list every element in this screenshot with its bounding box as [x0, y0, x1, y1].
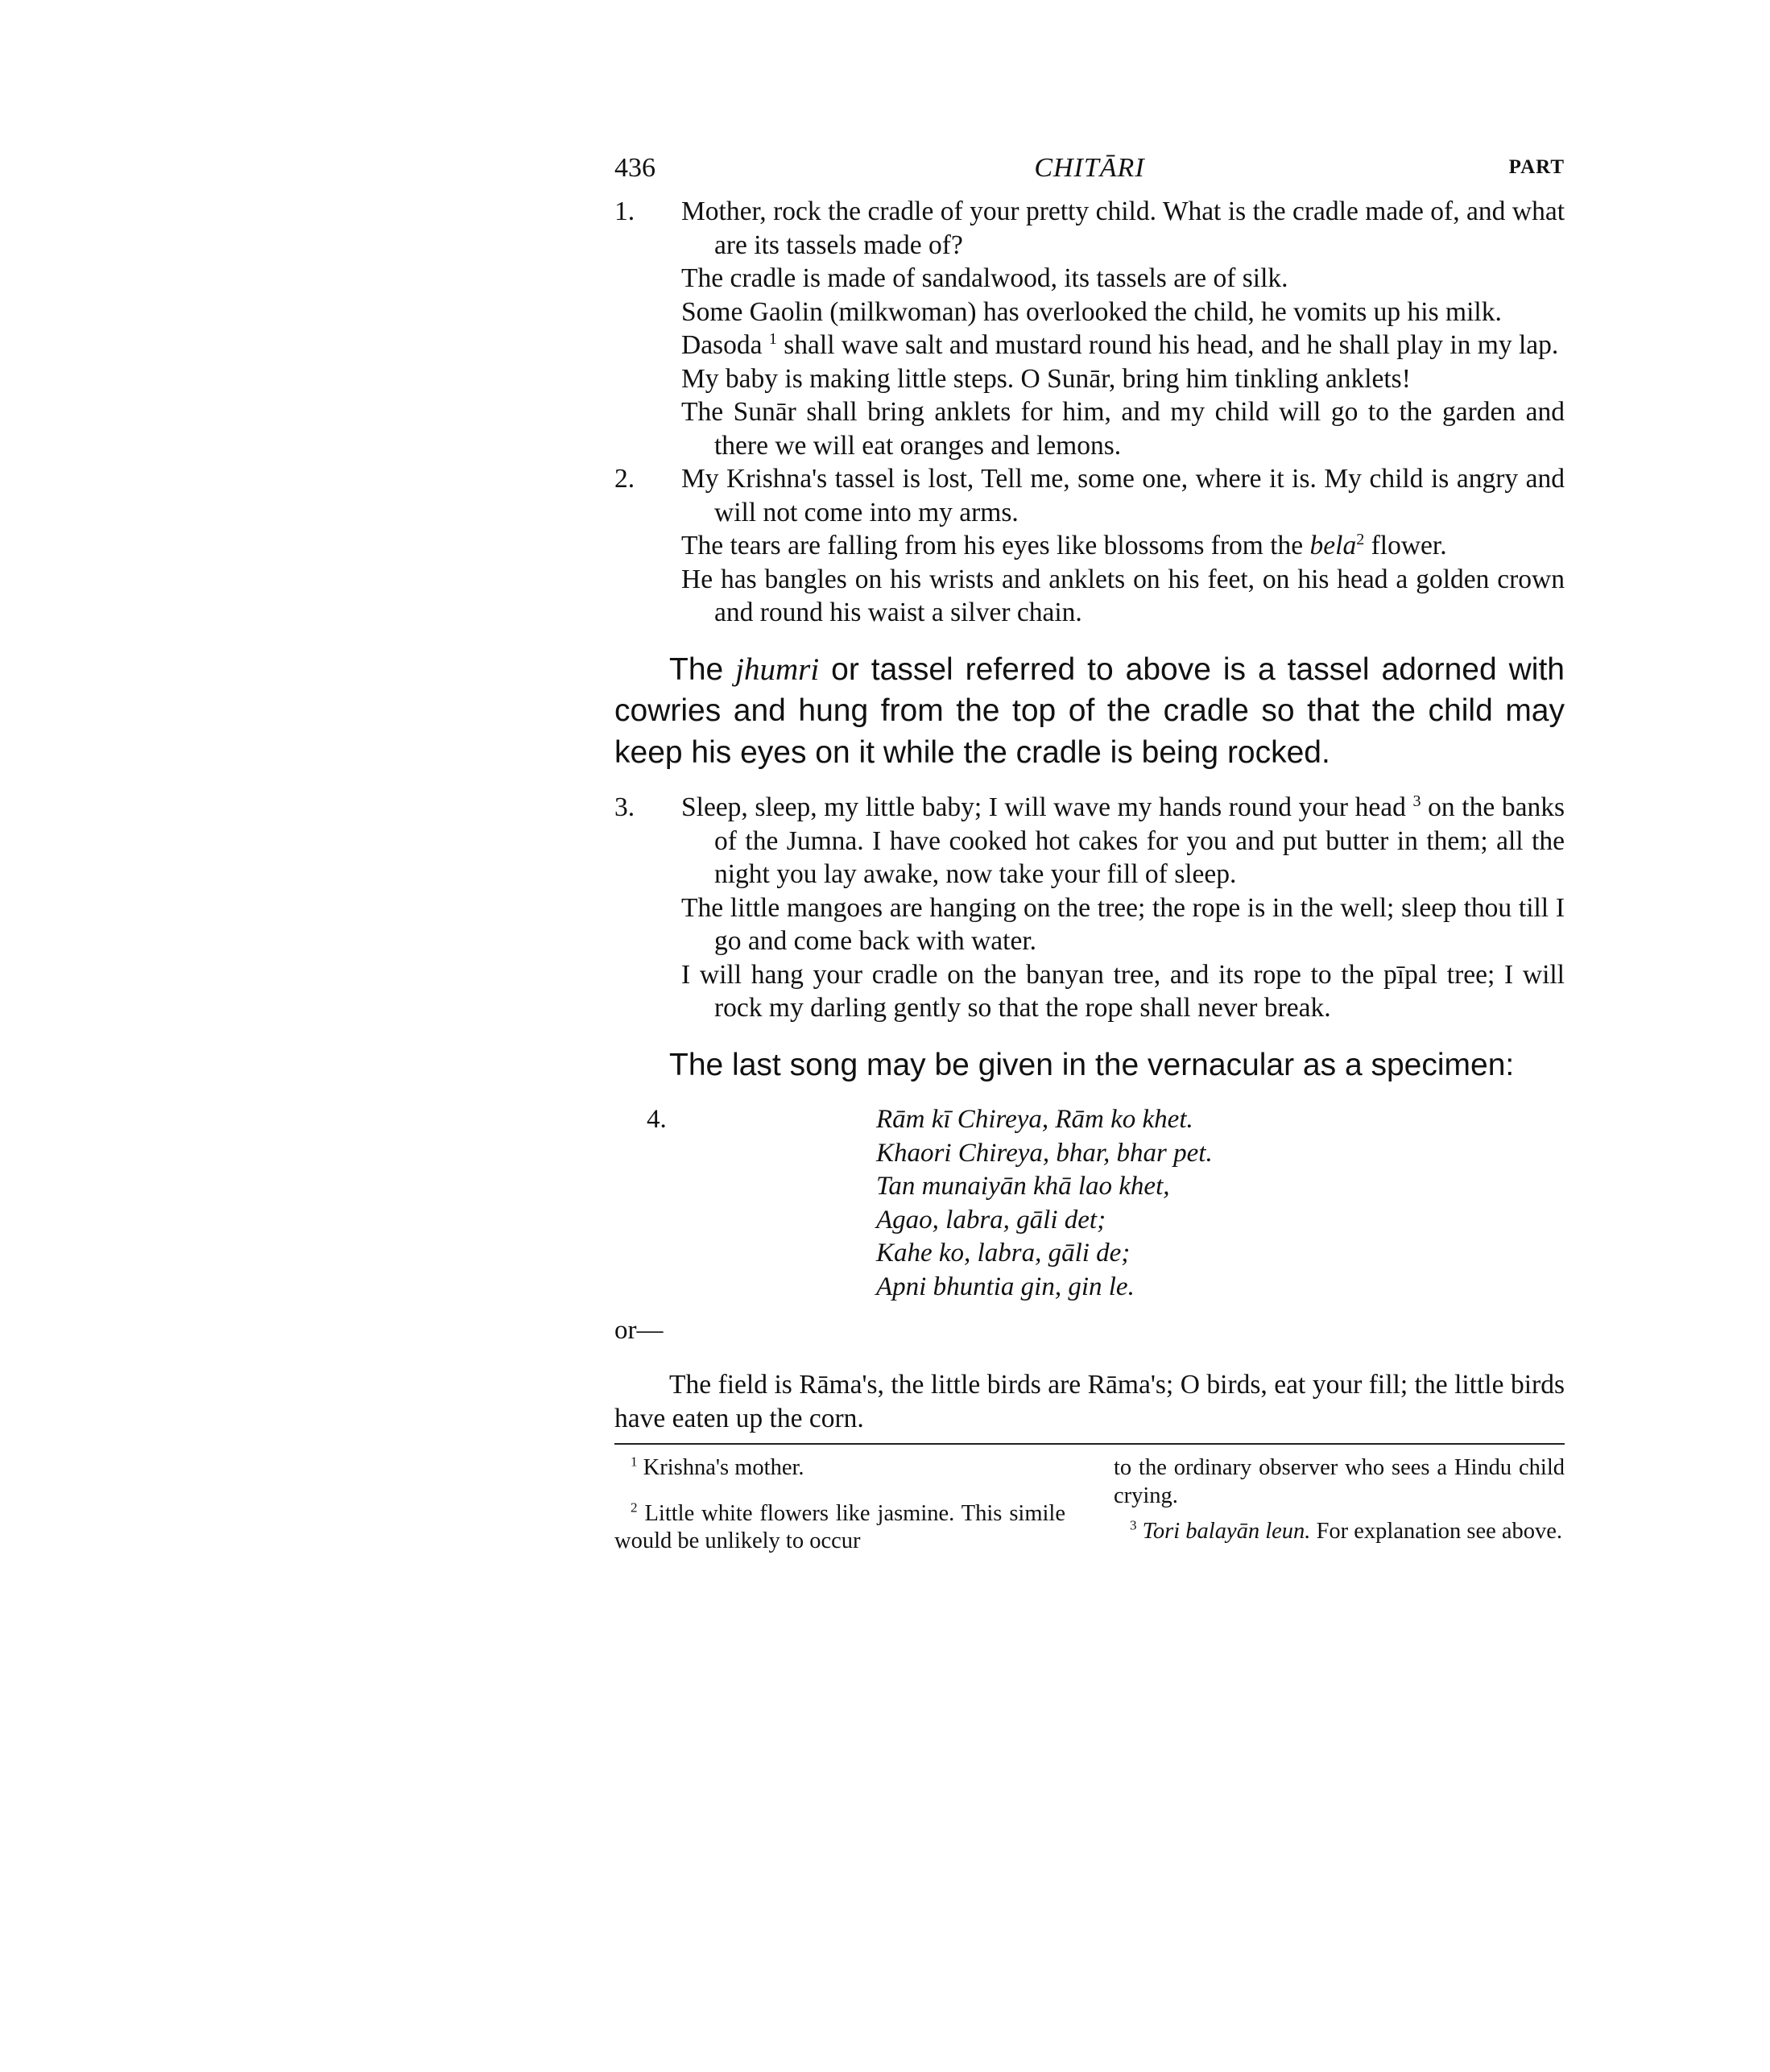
- song-2-line-3: He has bangles on his wrists and anklets on his feet, on his head a golden crown and round his waist a silver chain.: [681, 564, 1565, 627]
- song-2-line-1: 2. My Krishna's tassel is lost, Tell me, some one, where it is. My child is angry and will not come into my arms.: [614, 464, 1565, 527]
- paragraph-jhumri: The jhumri or tassel referred to above is a tassel adorned with cowries and hung from the top of the cradle so that the child may keep his eyes on it while the cradle is being rocked.: [614, 651, 1565, 770]
- song-1-line-5: My baby is making little steps. O Sunār, bring him tinkling anklets!: [681, 363, 1411, 394]
- or-separator: or—: [614, 1316, 664, 1345]
- footnote-2: $^2$ Little white flowers like jasmine. This simile would be unlikely to occur: [614, 1499, 1065, 1553]
- song-3-line-2: The little mangoes are hanging on the tree; the rope is in the well; sleep thou till I go and come back with water.: [681, 892, 1565, 956]
- page: [614, 153, 1565, 1564]
- verse-line: Rām kī Chireya, Rām ko khet.: [876, 1105, 1193, 1134]
- footnote-rule: [614, 1443, 1565, 1445]
- paragraph-specimen: The last song may be given in the vernacular as a specimen:: [669, 1047, 1515, 1082]
- song-1-line-4: Dasoda $^1$ shall wave salt and mustard round his head, and he shall play in my lap.: [681, 329, 1559, 360]
- footnote-3: $^3$ Tori balayān leun. For explanation see above.: [1130, 1517, 1563, 1544]
- footnotes-right-column: [1114, 1454, 1565, 1564]
- translation-paragraph: The field is Rāma's, the little birds are Rāma's; O birds, eat your fill; the little birds have eaten up the corn.: [614, 1370, 1565, 1433]
- verse-line: Apni bhuntia gin, gin le.: [876, 1272, 1135, 1301]
- verse-line: Tan munaiyān khā lao khet,: [876, 1172, 1170, 1201]
- verse-lines: [876, 1103, 1213, 1304]
- footnote-1: $^1$ Krishna's mother.: [631, 1454, 804, 1480]
- verse-number: 4.: [647, 1105, 667, 1134]
- running-title: CHITĀRI: [1034, 153, 1145, 183]
- song-1-line-1: 1. Mother, rock the cradle of your pretty child. What is the cradle made of, and what are its tassels made of?: [614, 196, 1565, 260]
- verse-line: Khaori Chireya, bhar, bhar pet.: [876, 1138, 1213, 1168]
- footnote-ref-2: 2: [1356, 530, 1365, 548]
- song-2-line-2: The tears are falling from his eyes like blossoms from the bela$^2$ flower.: [681, 530, 1447, 560]
- footnote-2-continued: to the ordinary observer who sees a Hindu child crying.: [1114, 1455, 1565, 1508]
- song-3-line-3: I will hang your cradle on the banyan tree, and its rope to the pīpal tree; I will rock my darling gently so that the rope shall never break.: [681, 959, 1565, 1023]
- song-2-number: 2.: [614, 464, 635, 494]
- footnotes-left-column: [614, 1454, 1065, 1564]
- footnotes: [614, 1454, 1565, 1564]
- page-number: 436: [614, 153, 655, 183]
- song-1-number: 1.: [614, 196, 635, 226]
- vernacular-verse: [614, 1103, 1565, 1305]
- song-3-block: [614, 791, 1565, 1025]
- footnote-ref-3: 3: [1412, 792, 1421, 810]
- song-1-line-3: Some Gaolin (milkwoman) has overlooked the child, he vomits up his milk.: [681, 296, 1502, 327]
- song-block: [614, 195, 1565, 630]
- verse-line: Kahe ko, labra, gāli de;: [876, 1239, 1131, 1268]
- footnote-ref-1: 1: [768, 329, 777, 348]
- song-1-line-6: The Sunār shall bring anklets for him, and my child will go to the garden and there we will eat oranges and lemons.: [681, 397, 1565, 461]
- running-header: [614, 153, 1565, 195]
- song-1-line-2: The cradle is made of sandalwood, its tassels are of silk.: [681, 263, 1288, 293]
- part-label: PART: [1508, 156, 1565, 178]
- verse-line: Agao, labra, gāli det;: [876, 1205, 1106, 1235]
- song-3-line-1: 3. Sleep, sleep, my little baby; I will wave my hands round your head $^3$ on the banks of the Jumna. I have cooked hot cakes for you and put butter in them; all the night you lay awake, now take your fill of sleep.: [614, 792, 1565, 889]
- song-3-number: 3.: [614, 792, 635, 822]
